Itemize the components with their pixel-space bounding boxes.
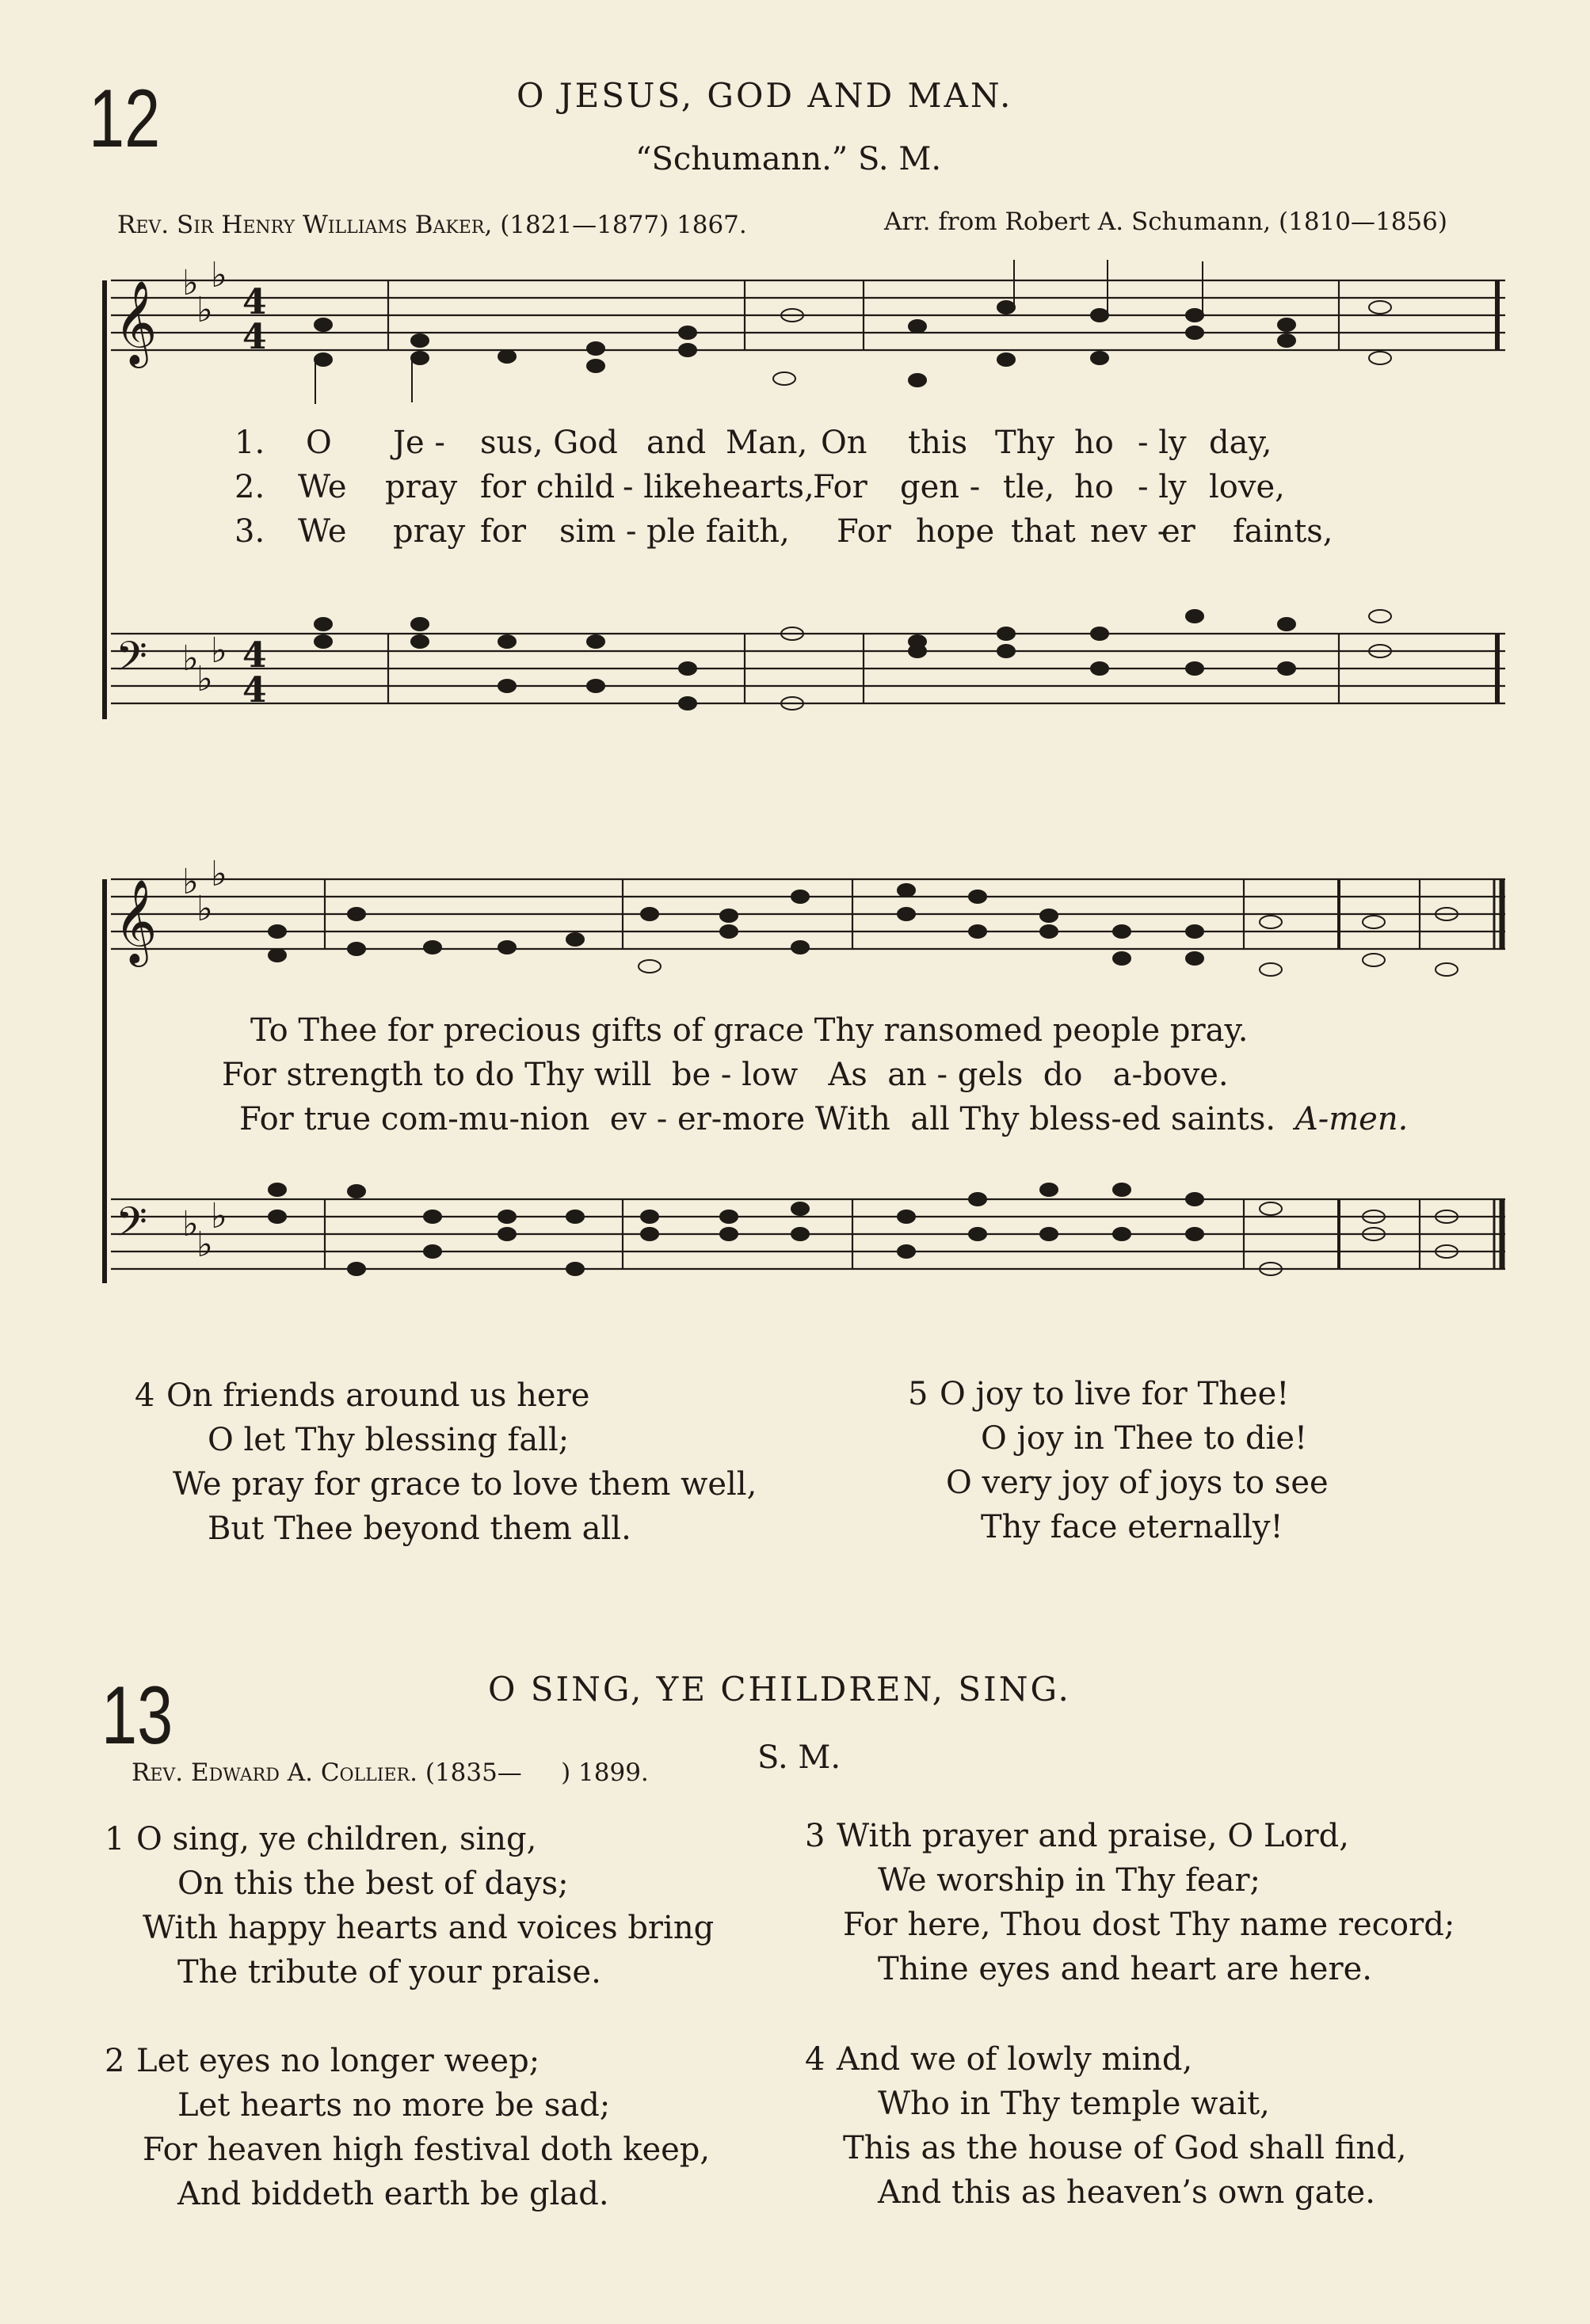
hymn-number: 13 (101, 1670, 173, 1762)
lyric-line: For true com-mu-nion ev - er-more With all Thy bless-ed saints. A-men. (239, 1101, 1409, 1137)
time-signature: 4 (242, 670, 267, 711)
flat-sign-icon: ♭ (182, 638, 199, 679)
flat-sign-icon: ♭ (196, 889, 213, 929)
verse-3: 3 With prayer and praise, O Lord, We worship in Thy fear; For here, Thou dost Thy name record; Thine eyes and heart are here. (805, 1818, 1455, 1987)
lyric-line: To Thee for precious gifts of grace Thy ransomed people pray. (250, 1012, 1249, 1049)
hymn-title: O SING, YE CHILDREN, SING. (488, 1670, 1071, 1709)
time-signature: 4 (242, 317, 267, 357)
treble-clef-icon: 𝄞 (114, 280, 158, 364)
time-signature: 4 (242, 635, 267, 676)
lyric-line: 1. O Je - sus, God and Man, On this Thy ho - ly day, (234, 425, 1272, 461)
flat-sign-icon: ♭ (211, 255, 227, 295)
author-credit: Rev. Sir Henry Williams Baker, (1821—1877) 1867. (117, 211, 747, 239)
bass-clef-icon: 𝄢 (116, 1198, 147, 1255)
verse-2: 2 Let eyes no longer weep; Let hearts no more be sad; For heaven high festival doth keep, And biddeth earth be glad. (105, 2043, 711, 2212)
author-credit: Rev. Edward A. Collier. (1835— ) 1899. (132, 1758, 649, 1787)
bass-clef-icon: 𝄢 (116, 632, 147, 690)
meter: S. M. (757, 1739, 841, 1776)
composer-credit: Arr. from Robert A. Schumann, (1810—1856) (884, 208, 1447, 236)
flat-sign-icon: ♭ (211, 1196, 227, 1236)
flat-sign-icon: ♭ (196, 659, 213, 699)
hymn-number: 12 (89, 73, 161, 165)
flat-sign-icon: ♭ (196, 1225, 213, 1265)
flat-sign-icon: ♭ (211, 631, 227, 671)
hymn-title: O JESUS, GOD AND MAN. (517, 76, 1013, 115)
tune-name: “Schumann.” S. M. (635, 141, 942, 177)
lyric-line: 3. We pray for sim - ple faith, For hope that nev -er faints, (234, 513, 1333, 550)
treble-clef-icon: 𝄞 (114, 878, 158, 963)
flat-sign-icon: ♭ (182, 1204, 199, 1244)
time-signature: 4 (242, 282, 267, 322)
verse-5: 5 O joy to live for Thee! O joy in Thee to die! O very joy of joys to see Thy face eternally! (908, 1376, 1329, 1545)
lyric-line: For strength to do Thy will be - low As an - gels do a-bove. (222, 1057, 1229, 1093)
lyric-line: 2. We pray for child - likehearts,For gen - tle, ho - ly love, (234, 469, 1285, 505)
flat-sign-icon: ♭ (182, 263, 199, 303)
verse-1: 1 O sing, ye children, sing, On this the best of days; With happy hearts and voices bring The tribute of your praise. (105, 1821, 715, 1991)
flat-sign-icon: ♭ (182, 862, 199, 902)
amen-text: A-men. (1294, 1101, 1409, 1137)
flat-sign-icon: ♭ (211, 854, 227, 894)
verse-4: 4 On friends around us here O let Thy blessing fall; We pray for grace to love them well, But Thee beyond them all. (135, 1377, 757, 1547)
flat-sign-icon: ♭ (196, 290, 213, 330)
verse-4: 4 And we of lowly mind, Who in Thy temple wait, This as the house of God shall find, And this as heaven’s own gate. (805, 2041, 1407, 2211)
